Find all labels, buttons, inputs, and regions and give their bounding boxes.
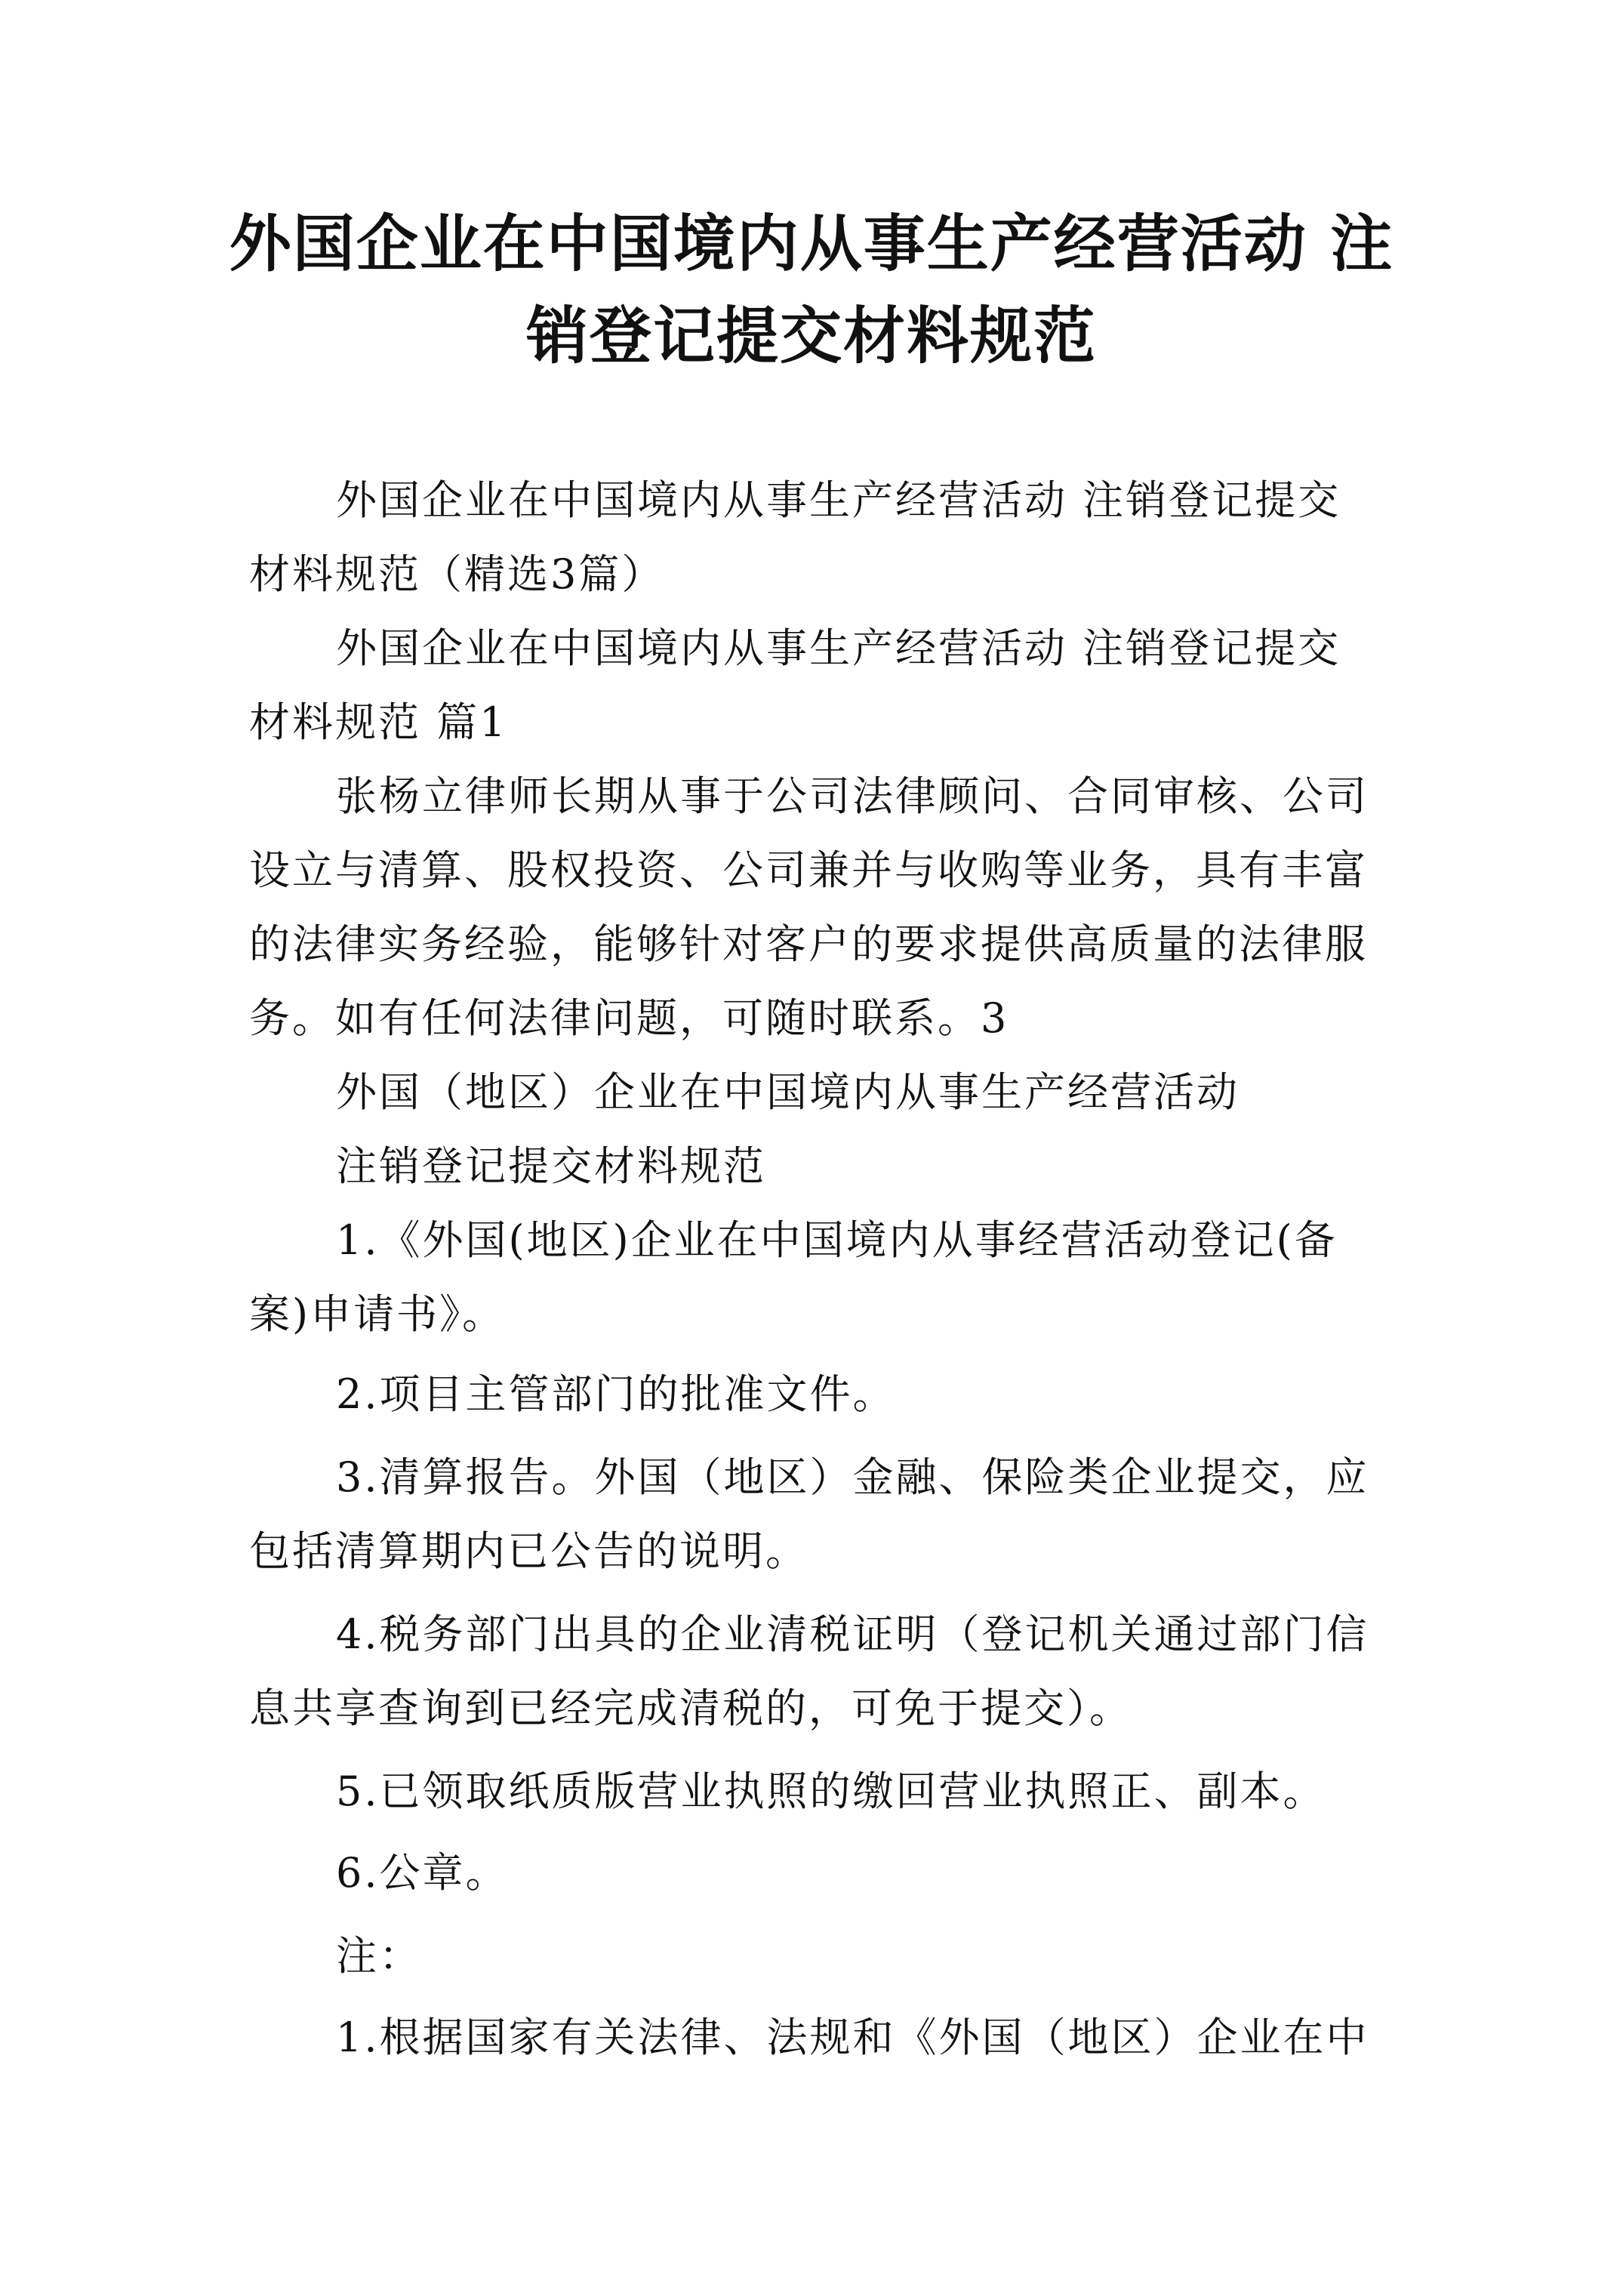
title-line-2: 销登记提交材料规范 [525,300,1097,372]
paragraph-line: 的法律实务经验，能够针对客户的要求提供高质量的法律服 [249,920,1368,968]
paragraph-line: 息共享查询到已经完成清税的，可免于提交）。 [249,1684,1132,1732]
paragraph-line: 外国（地区）企业在中国境内从事生产经营活动 [336,1068,1240,1116]
paragraph-line: 外国企业在中国境内从事生产经营活动 注销登记提交 [336,624,1341,672]
paragraph-line: 3.清算报告。外国（地区）金融、保险类企业提交，应 [336,1453,1369,1501]
paragraph-line: 包括清算期内已公告的说明。 [249,1527,808,1575]
paragraph-line: 注： [336,1932,422,1980]
paragraph-line: 案)申请书》。 [249,1290,506,1338]
document-title [226,198,1397,382]
paragraph-line: 张杨立律师长期从事于公司法律顾问、合同审核、公司 [336,772,1369,820]
paragraph-line: 4.税务部门出具的企业清税证明（登记机关通过部门信 [336,1610,1369,1658]
paragraph-line: 材料规范 篇1 [249,698,508,746]
paragraph-line: 6.公章。 [336,1849,509,1897]
title-line-1: 外国企业在中国境内从事生产经营活动 注 [229,208,1394,280]
paragraph-line: 1.《外国(地区)企业在中国境内从事经营活动登记(备 [336,1216,1338,1264]
paragraph-line: 务。如有任何法律问题，可随时联系。3 [249,994,1009,1042]
paragraph-line: 设立与清算、股权投资、公司兼并与收购等业务，具有丰富 [249,846,1368,894]
paragraph-line: 1.根据国家有关法律、法规和《外国（地区）企业在中 [336,2014,1369,2061]
paragraph-line: 外国企业在中国境内从事生产经营活动 注销登记提交 [336,476,1341,524]
paragraph-line: 材料规范（精选3篇） [249,550,665,598]
paragraph-line: 2.项目主管部门的批准文件。 [336,1370,896,1418]
paragraph-line: 5.已领取纸质版营业执照的缴回营业执照正、副本。 [336,1767,1326,1815]
paragraph-line: 注销登记提交材料规范 [336,1142,766,1190]
